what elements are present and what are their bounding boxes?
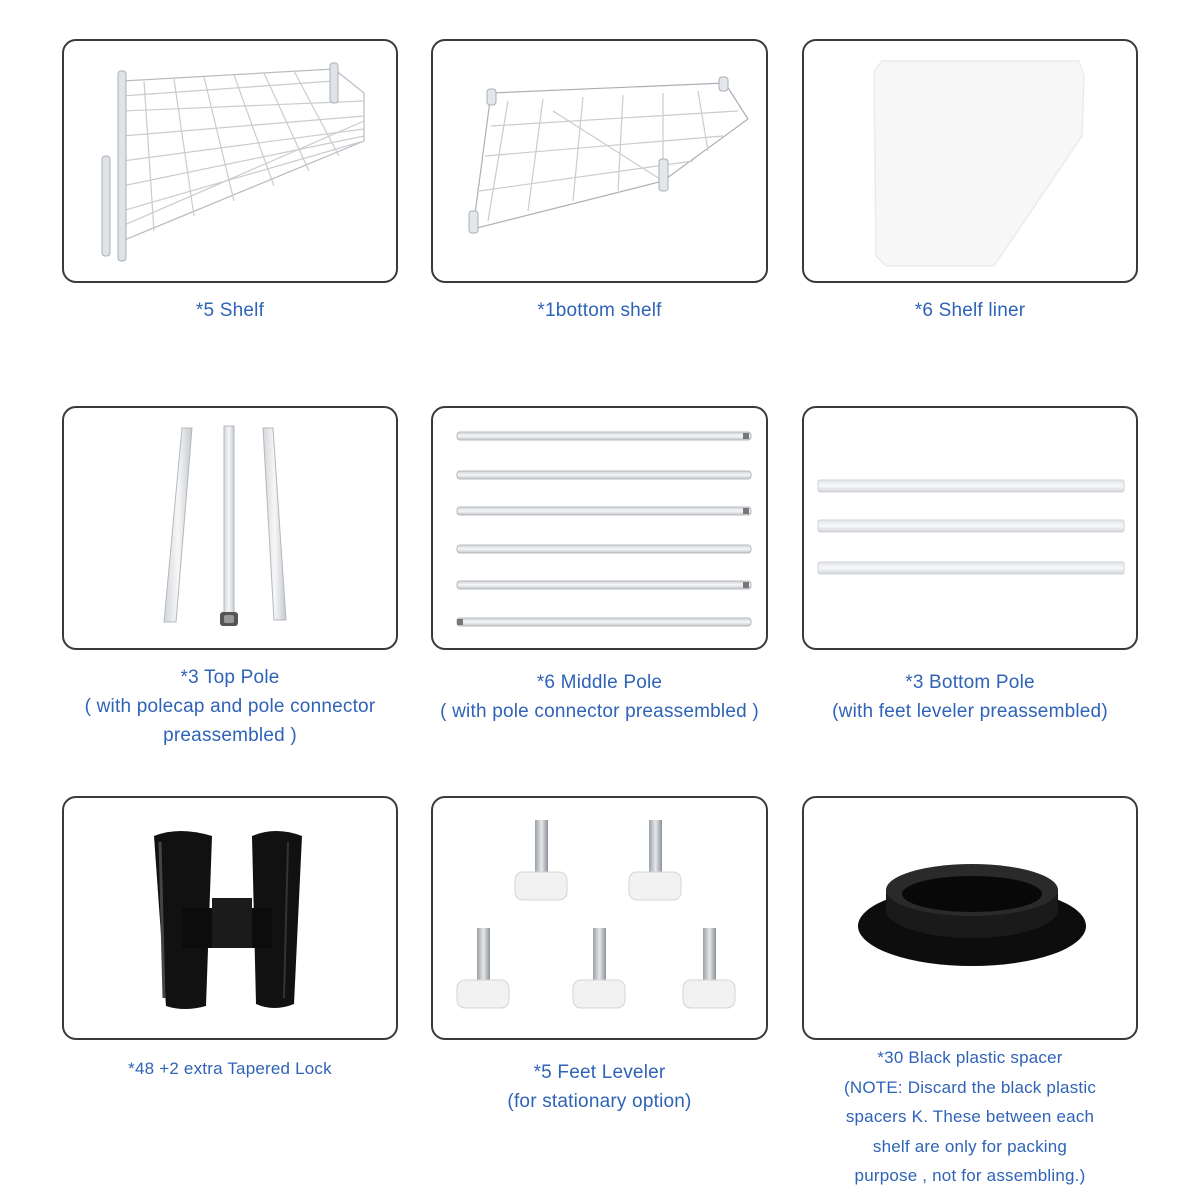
caption-line: (for stationary option)	[507, 1091, 692, 1112]
caption-bottom-shelf	[431, 296, 768, 325]
card-feet-leveler	[431, 796, 768, 1040]
feet-leveler-icon	[515, 820, 567, 900]
caption-line: *6 Shelf liner	[914, 300, 1026, 321]
caption-feet-leveler	[431, 1058, 768, 1116]
caption-line: *1bottom shelf	[537, 300, 662, 321]
card-top-pole	[62, 406, 398, 650]
feet-leveler-icon	[683, 928, 735, 1008]
shelf-liner-icon	[804, 41, 1138, 283]
caption-line: *3 Top Pole	[180, 667, 280, 688]
caption-shelf	[62, 296, 398, 325]
caption-line: *48 +2 extra Tapered Lock	[128, 1059, 332, 1078]
feet-leveler-icon	[573, 928, 625, 1008]
caption-line: spacers K. These between each	[845, 1107, 1095, 1126]
caption-line: *6 Middle Pole	[536, 672, 663, 693]
caption-line: *3 Bottom Pole	[905, 672, 1035, 693]
caption-line: purpose , not for assembling.)	[854, 1166, 1086, 1185]
horizontal-poles-icon	[433, 408, 768, 650]
card-plastic-spacer	[802, 796, 1138, 1040]
caption-shelf-liner	[802, 296, 1138, 325]
wire-corner-shelf-icon	[433, 41, 768, 283]
caption-tapered-lock	[47, 1054, 413, 1084]
wire-shelf-stack-icon	[64, 41, 398, 283]
card-shelf-liner	[802, 39, 1138, 283]
feet-leveler-icon	[629, 820, 681, 900]
caption-line: *30 Black plastic spacer	[877, 1048, 1063, 1067]
card-bottom-pole	[802, 406, 1138, 650]
caption-bottom-pole	[787, 668, 1153, 726]
vertical-poles-icon	[64, 408, 398, 650]
card-tapered-lock	[62, 796, 398, 1040]
card-middle-pole	[431, 406, 768, 650]
black-plastic-spacer-icon	[804, 798, 1138, 1040]
caption-top-pole	[47, 663, 413, 750]
caption-line: ( with polecap and pole connector	[84, 696, 376, 717]
caption-middle-pole	[411, 668, 788, 726]
caption-line: shelf are only for packing	[872, 1136, 1068, 1156]
horizontal-poles-short-icon	[804, 408, 1138, 650]
caption-line: (with feet leveler preassembled)	[832, 701, 1108, 722]
caption-line: ( with pole connector preassembled )	[440, 701, 759, 722]
caption-line: *5 Feet Leveler	[533, 1062, 666, 1083]
black-tapered-lock-icon	[64, 798, 398, 1040]
feet-leveler-icon	[433, 798, 768, 1040]
caption-line: (NOTE: Discard the black plastic	[843, 1077, 1097, 1097]
caption-line: preassembled )	[163, 725, 297, 746]
card-bottom-shelf	[431, 39, 768, 283]
caption-line: *5 Shelf	[195, 300, 265, 321]
caption-plastic-spacer	[787, 1043, 1153, 1191]
card-shelf	[62, 39, 398, 283]
feet-leveler-icon	[457, 928, 509, 1008]
